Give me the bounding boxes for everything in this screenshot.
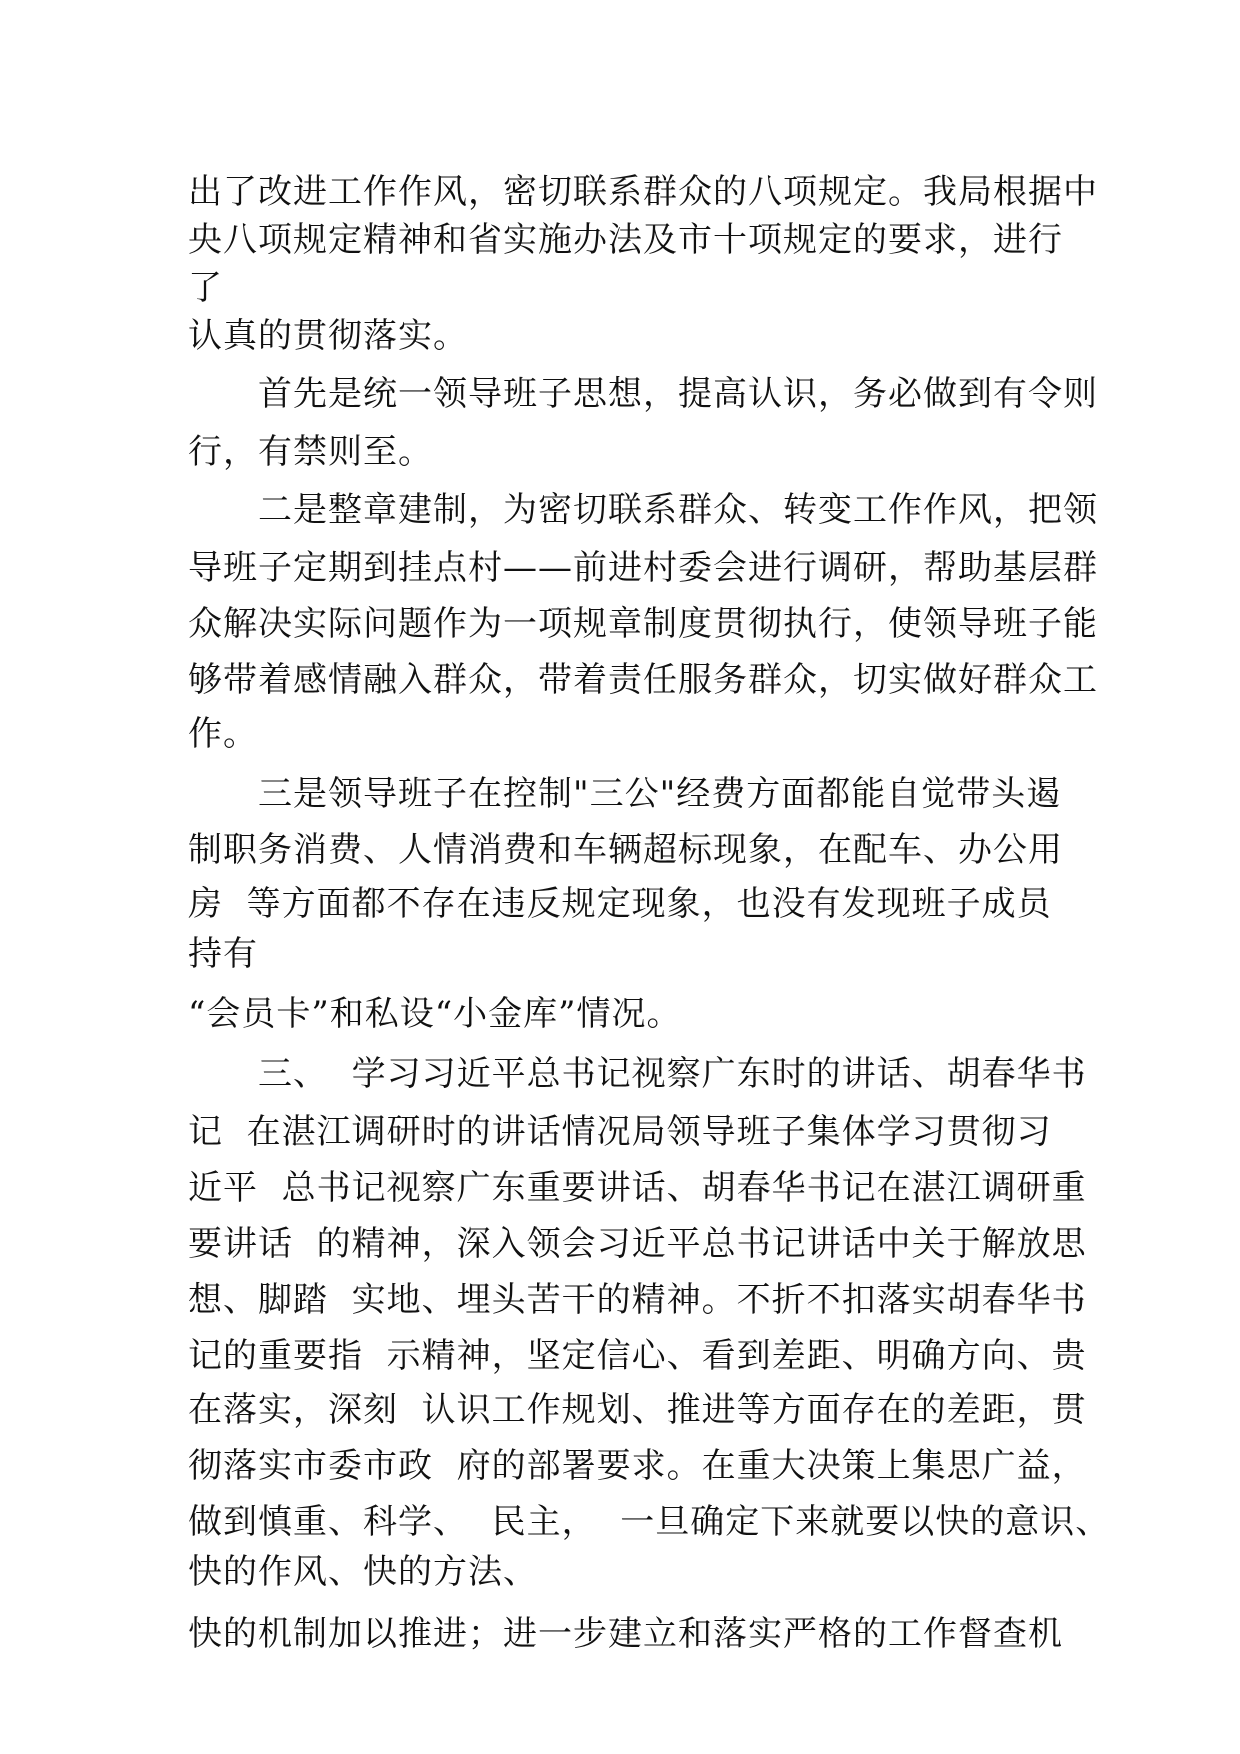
text-line: 彻落实市委市政 府的部署要求。在重大决策上集思广益， — [188, 1446, 1087, 1486]
text-line: 做到慎重、科学、 民主， 一旦确定下来就要以快的意识、 — [188, 1502, 1111, 1542]
text-line: 快的机制加以推进；进一步建立和落实严格的工作督查机 — [188, 1614, 1063, 1654]
text-line: 想、脚踏 实地、埋头苦干的精神。不折不扣落实胡春华书 — [188, 1280, 1087, 1320]
text-line: 出了改进工作作风，密切联系群众的八项规定。我局根据中 — [188, 172, 1098, 212]
text-line: 要讲话 的精神，深入领会习近平总书记讲话中关于解放思 — [188, 1224, 1087, 1264]
text-line: 作。 — [188, 714, 258, 754]
text-line: 导班子定期到挂点村——前进村委会进行调研，帮助基层群 — [188, 548, 1098, 588]
text-line: 记 在湛江调研时的讲话情况局领导班子集体学习贯彻习 — [188, 1112, 1052, 1152]
paragraph-first-line: 三是领导班子在控制"三公"经费方面都能自觉带头遏 — [258, 774, 1062, 814]
text-line: 够带着感情融入群众，带着责任服务群众，切实做好群众工 — [188, 660, 1098, 700]
text-line: 记的重要指 示精神，坚定信心、看到差距、明确方向、贵 — [188, 1336, 1087, 1376]
text-line: 在落实，深刻 认识工作规划、推进等方面存在的差距，贯 — [188, 1390, 1087, 1430]
text-line: 行，有禁则至。 — [188, 432, 433, 472]
text-line: 房 等方面都不存在违反规定现象，也没有发现班子成员 — [188, 884, 1052, 924]
text-line: 快的作风、快的方法、 — [188, 1552, 538, 1592]
paragraph-first-line: 二是整章建制，为密切联系群众、转变工作作风，把领 — [258, 490, 1098, 530]
text-line: “会员卡”和私设“小金库”情况。 — [188, 994, 682, 1034]
text-line: 认真的贯彻落实。 — [188, 316, 468, 356]
text-line: 众解决实际问题作为一项规章制度贯彻执行，使领导班子能 — [188, 604, 1098, 644]
text-line: 制职务消费、人情消费和车辆超标现象，在配车、办公用 — [188, 830, 1063, 870]
paragraph-first-line: 三、 学习习近平总书记视察广东时的讲话、胡春华书 — [258, 1054, 1087, 1094]
paragraph-first-line: 首先是统一领导班子思想，提高认识，务必做到有令则 — [258, 374, 1098, 414]
text-line: 央八项规定精神和省实施办法及市十项规定的要求，进行 — [188, 220, 1063, 260]
text-line: 了 — [188, 268, 223, 308]
text-line: 近平 总书记视察广东重要讲话、胡春华书记在湛江调研重 — [188, 1168, 1087, 1208]
text-line: 持有 — [188, 934, 258, 974]
